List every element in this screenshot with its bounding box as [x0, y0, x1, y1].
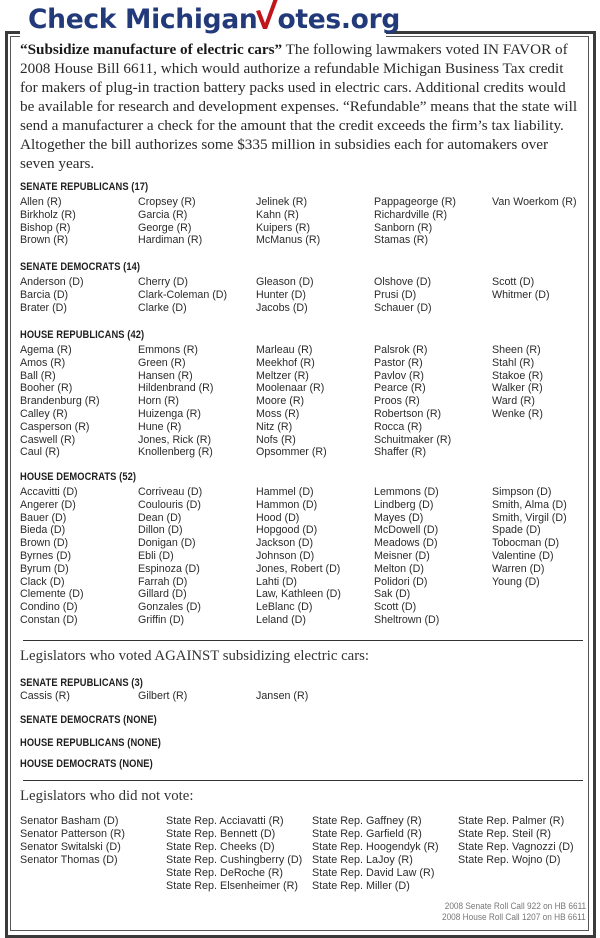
- legislator-name: Stakoe (R): [492, 369, 544, 382]
- legislator-name: State Rep. Acciavatti (R): [166, 815, 284, 827]
- legislator-name: Law, Kathleen (D): [256, 588, 341, 601]
- legislator-name: Pearce (R): [374, 382, 426, 395]
- intro-paragraph: [20, 40, 580, 173]
- name-column: [492, 196, 577, 209]
- legislator-name: Knollenberg (R): [138, 446, 213, 459]
- name-column: [20, 344, 100, 459]
- legislator-name: Valentine (D): [492, 549, 554, 562]
- name-column: [256, 196, 320, 247]
- legislator-name: Angerer (D): [20, 498, 76, 511]
- legislator-name: Horn (R): [138, 395, 179, 408]
- legislator-name: Olshove (D): [374, 276, 432, 288]
- legislator-name: Clark-Coleman (D): [138, 288, 228, 301]
- against-heading-house-democrats: HOUSE DEMOCRATS (NONE): [20, 758, 153, 770]
- legislator-name: Ward (R): [492, 395, 535, 408]
- legislator-name: Jacobs (D): [256, 301, 308, 314]
- legislator-name: Robertson (R): [374, 407, 442, 420]
- legislator-name: Senator Basham (D): [20, 815, 119, 827]
- against-heading-senate-democrats: SENATE DEMOCRATS (NONE): [20, 714, 157, 726]
- legislator-name: Cherry (D): [138, 276, 188, 288]
- legislator-name: State Rep. Bennett (D): [166, 828, 276, 840]
- not-voting-column: [166, 815, 302, 893]
- legislator-name: Clemente (D): [20, 588, 84, 601]
- legislator-name: Brater (D): [20, 301, 67, 314]
- legislator-name: Casperson (R): [20, 420, 90, 433]
- legislator-name: Scott (D): [374, 601, 417, 614]
- legislator-name: Lindberg (D): [374, 498, 434, 511]
- legislator-name: State Rep. David Law (R): [312, 867, 435, 879]
- legislator-name: Agema (R): [20, 344, 72, 356]
- legislator-name: Hardiman (R): [138, 234, 203, 247]
- legislator-name: Senator Patterson (R): [20, 828, 126, 840]
- legislator-name: Kuipers (R): [256, 221, 311, 234]
- legislator-name: Proos (R): [374, 395, 420, 408]
- legislator-name: Leland (D): [256, 613, 306, 626]
- intro-body: The following lawmakers voted IN FAVOR of 2008 House Bill 6611, which would authorize a refundable Michigan Business Tax credit for makers of plug-in traction battery packs used in electric cars. Additional credits would be available for research and development expenses. “Refundable” means that the state will send a manufacturer a check for the amount that the credit exceeds the firm’s tax liability. Altogether the bill authorizes some $335 million in subsidies each for automakers over seven years.: [20, 41, 578, 172]
- legislator-name: Coulouris (D): [138, 498, 201, 511]
- legislator-name: Gillard (D): [138, 588, 187, 601]
- legislator-name: Condino (D): [20, 601, 78, 614]
- name-column: [138, 276, 227, 314]
- name-column: [138, 344, 213, 459]
- section-heading-house-democrats: HOUSE DEMOCRATS (52): [20, 471, 137, 483]
- legislator-name: McDowell (D): [374, 524, 439, 537]
- legislator-name: Green (R): [138, 356, 186, 369]
- legislator-name: Jones, Rick (R): [138, 433, 212, 446]
- legislator-name: Hildenbrand (R): [138, 382, 214, 395]
- legislator-name: Dillon (D): [138, 524, 183, 537]
- legislator-name: Hunter (D): [256, 288, 306, 301]
- legislator-name: Palsrok (R): [374, 344, 428, 356]
- check-mark-icon: [257, 4, 277, 32]
- legislator-name: Caswell (R): [20, 433, 76, 446]
- logo: [28, 2, 400, 38]
- legislator-name: Johnson (D): [256, 549, 315, 562]
- legislator-name: Walker (R): [492, 382, 543, 395]
- legislator-name: Tobocman (D): [492, 537, 560, 550]
- legislator-name: Espinoza (D): [138, 562, 200, 575]
- legislator-name: Polidori (D): [374, 575, 428, 588]
- legislator-name: Opsommer (R): [256, 446, 327, 459]
- legislator-name: Rocca (R): [374, 420, 423, 433]
- legislator-name: State Rep. DeRoche (R): [166, 867, 284, 879]
- legislator-name: Marleau (R): [256, 344, 313, 356]
- legislator-name: Constan (D): [20, 613, 78, 626]
- legislator-name: State Rep. Cushingberry (D): [166, 854, 303, 866]
- name-column: [492, 344, 543, 421]
- legislator-name: State Rep. Vagnozzi (D): [458, 841, 574, 853]
- legislator-name: Van Woerkom (R): [492, 196, 577, 208]
- legislator-name: Smith, Alma (D): [492, 498, 567, 511]
- legislator-name: Bishop (R): [20, 221, 71, 234]
- name-column: [256, 486, 341, 627]
- name-column: [374, 196, 456, 247]
- legislator-name: Clarke (D): [138, 301, 187, 314]
- legislator-name: State Rep. LaJoy (R): [312, 854, 413, 866]
- legislator-name: State Rep. Gaffney (R): [312, 815, 422, 827]
- legislator-name: Jelinek (R): [256, 196, 308, 208]
- name-column: [492, 486, 567, 588]
- legislator-name: Barcia (D): [20, 288, 69, 301]
- legislator-name: Senator Switalski (D): [20, 841, 121, 853]
- name-column: [20, 196, 76, 247]
- legislator-name: Griffin (D): [138, 613, 185, 626]
- section-heading-senate-republicans: SENATE REPUBLICANS (17): [20, 181, 149, 193]
- legislator-name: Byrnes (D): [20, 549, 72, 562]
- legislator-name: Birkholz (R): [20, 208, 76, 221]
- legislator-name: Gilbert (R): [138, 690, 188, 702]
- name-column: [138, 196, 202, 247]
- legislator-name: Donigan (D): [138, 537, 196, 550]
- logo-text-part2: otes.org: [277, 4, 401, 35]
- name-column: [374, 344, 451, 459]
- legislator-name: Mayes (D): [374, 511, 424, 524]
- legislator-name: Scott (D): [492, 276, 535, 288]
- against-title: Legislators who voted AGAINST subsidizing electric cars:: [20, 648, 370, 664]
- legislator-name: Jansen (R): [256, 690, 309, 702]
- legislator-name: Hansen (R): [138, 369, 193, 382]
- legislator-name: Hopgood (D): [256, 524, 318, 537]
- legislator-name: State Rep. Palmer (R): [458, 815, 565, 827]
- legislator-name: Gleason (D): [256, 276, 314, 288]
- section-heading-senate-democrats: SENATE DEMOCRATS (14): [20, 261, 141, 273]
- legislator-name: Nofs (R): [256, 433, 296, 446]
- legislator-name: Moss (R): [256, 407, 300, 420]
- legislator-name: State Rep. Cheeks (D): [166, 841, 275, 853]
- legislator-name: Smith, Virgil (D): [492, 511, 567, 524]
- legislator-name: Pavlov (R): [374, 369, 424, 382]
- legislator-name: Dean (D): [138, 511, 182, 524]
- against-heading-senate-republicans: SENATE REPUBLICANS (3): [20, 677, 143, 689]
- legislator-name: Sheltrown (D): [374, 613, 440, 626]
- legislator-name: Brown (R): [20, 234, 69, 247]
- name-column: [256, 344, 327, 459]
- name-column: [20, 486, 84, 627]
- legislator-name: Clack (D): [20, 575, 65, 588]
- legislator-name: Lahti (D): [256, 575, 297, 588]
- against-heading-house-republicans: HOUSE REPUBLICANS (NONE): [20, 737, 161, 749]
- legislator-name: State Rep. Wojno (D): [458, 854, 561, 866]
- not-voting-title: Legislators who did not vote:: [20, 788, 194, 804]
- legislator-name: Shaffer (R): [374, 446, 427, 459]
- legislator-name: Ball (R): [20, 369, 56, 382]
- legislator-name: State Rep. Steil (R): [458, 828, 552, 840]
- footnote-house-roll-call: 2008 House Roll Call 1207 on HB 6611: [442, 912, 586, 922]
- legislator-name: Warren (D): [492, 562, 545, 575]
- legislator-name: Booher (R): [20, 382, 73, 395]
- legislator-name: Cassis (R): [20, 690, 70, 702]
- legislator-name: Ebli (D): [138, 549, 174, 562]
- legislator-name: Nitz (R): [256, 420, 293, 433]
- legislator-name: Stamas (R): [374, 234, 429, 247]
- legislator-name: Wenke (R): [492, 407, 543, 420]
- legislator-name: Corriveau (D): [138, 486, 203, 498]
- legislator-name: Moore (R): [256, 395, 305, 408]
- legislator-name: Huizenga (R): [138, 407, 201, 420]
- legislator-name: Caul (R): [20, 446, 60, 459]
- legislator-name: Bieda (D): [20, 524, 66, 537]
- name-column: [374, 486, 439, 627]
- name-column: [138, 486, 202, 627]
- legislator-name: Gonzales (D): [138, 601, 201, 614]
- name-column: [492, 276, 550, 302]
- legislator-name: State Rep. Miller (D): [312, 880, 410, 892]
- legislator-name: George (R): [138, 221, 192, 234]
- legislator-name: Cropsey (R): [138, 196, 196, 208]
- name-column: [20, 276, 84, 314]
- legislator-name: McManus (R): [256, 234, 321, 247]
- legislator-name: Melton (D): [374, 562, 424, 575]
- legislator-name: Allen (R): [20, 196, 62, 208]
- legislator-name: Sheen (R): [492, 344, 541, 356]
- legislator-name: Lemmons (D): [374, 486, 439, 498]
- legislator-name: State Rep. Elsenheimer (R): [166, 880, 299, 892]
- legislator-name: Moolenaar (R): [256, 382, 325, 395]
- legislator-name: Pastor (R): [374, 356, 423, 369]
- legislator-name: Meadows (D): [374, 537, 438, 550]
- legislator-name: Jackson (D): [256, 537, 314, 550]
- legislator-name: Calley (R): [20, 407, 68, 420]
- legislator-name: Schuitmaker (R): [374, 433, 452, 446]
- legislator-name: Whitmer (D): [492, 288, 550, 301]
- legislator-name: State Rep. Garfield (R): [312, 828, 422, 840]
- legislator-name: Prusi (D): [374, 288, 417, 301]
- legislator-name: Spade (D): [492, 524, 541, 537]
- intro-title: “Subsidize manufacture of electric cars”: [20, 41, 283, 58]
- legislator-name: Emmons (R): [138, 344, 198, 356]
- name-column: [374, 276, 432, 314]
- legislator-name: Farrah (D): [138, 575, 188, 588]
- legislator-name: Stahl (R): [492, 356, 535, 369]
- legislator-name: Garcia (R): [138, 208, 188, 221]
- name-column: [256, 276, 314, 314]
- legislator-name: Sak (D): [374, 588, 411, 601]
- legislator-name: Senator Thomas (D): [20, 854, 118, 866]
- not-voting-column: [20, 815, 125, 867]
- legislator-name: Young (D): [492, 575, 540, 588]
- divider: [23, 780, 583, 781]
- footnote-senate-roll-call: 2008 Senate Roll Call 922 on HB 6611: [444, 901, 586, 911]
- legislator-name: Bauer (D): [20, 511, 67, 524]
- logo-text-part1: Check Michigan: [28, 4, 258, 35]
- legislator-name: LeBlanc (D): [256, 601, 313, 614]
- not-voting-column: [458, 815, 574, 867]
- legislator-name: Simpson (D): [492, 486, 552, 498]
- legislator-name: Meekhof (R): [256, 356, 315, 369]
- legislator-name: Schauer (D): [374, 301, 432, 314]
- legislator-name: Jones, Robert (D): [256, 562, 341, 575]
- legislator-name: Hammel (D): [256, 486, 314, 498]
- legislator-name: Accavitti (D): [20, 486, 78, 498]
- legislator-name: Brown (D): [20, 537, 69, 550]
- not-voting-column: [312, 815, 439, 893]
- legislator-name: Meltzer (R): [256, 369, 309, 382]
- legislator-name: Richardville (R): [374, 208, 448, 221]
- legislator-name: Hune (R): [138, 420, 182, 433]
- divider: [23, 640, 583, 641]
- legislator-name: Brandenburg (R): [20, 395, 100, 408]
- legislator-name: Pappageorge (R): [374, 196, 456, 208]
- legislator-name: State Rep. Hoogendyk (R): [312, 841, 439, 853]
- legislator-name: Byrum (D): [20, 562, 69, 575]
- legislator-name: Hood (D): [256, 511, 300, 524]
- legislator-name: Kahn (R): [256, 208, 299, 221]
- legislator-name: Sanborn (R): [374, 221, 433, 234]
- legislator-name: Meisner (D): [374, 549, 430, 562]
- legislator-name: Anderson (D): [20, 276, 84, 288]
- section-heading-house-republicans: HOUSE REPUBLICANS (42): [20, 329, 145, 341]
- legislator-name: Amos (R): [20, 356, 66, 369]
- legislator-name: Hammon (D): [256, 498, 318, 511]
